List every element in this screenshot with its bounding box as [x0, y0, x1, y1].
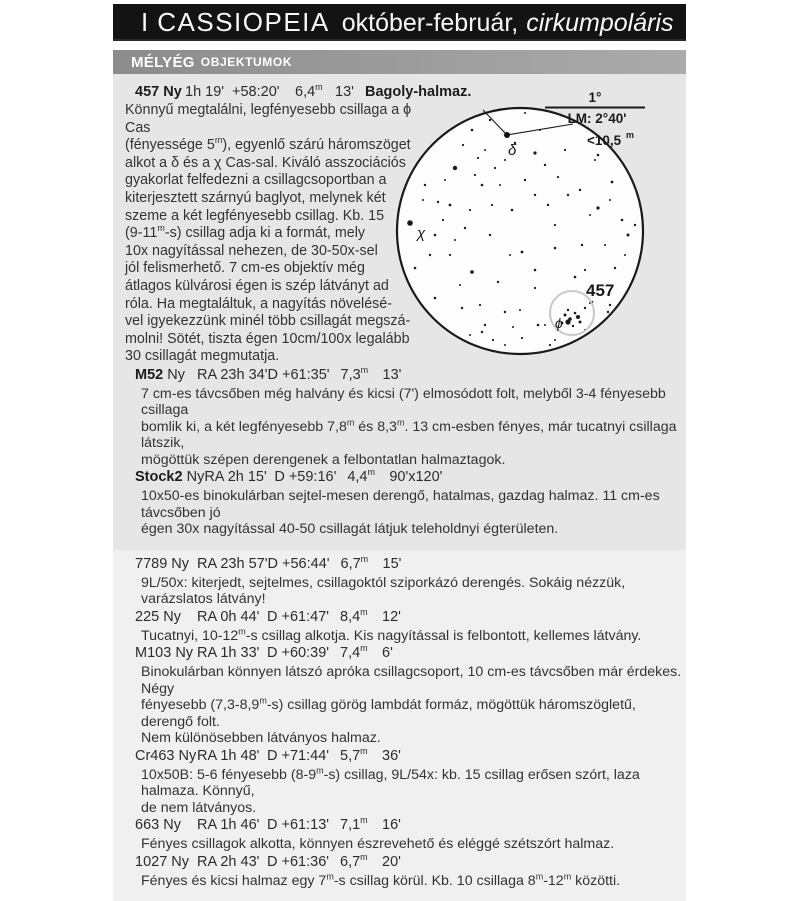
star [534, 194, 536, 196]
section-banner [113, 50, 686, 74]
section-title-main: MÉLYÉG [131, 53, 195, 71]
star [407, 220, 413, 226]
limiting-magnitude-sup: m [626, 130, 635, 140]
entry-magnitude: 6,7$^m$ [340, 852, 368, 870]
entry-size: 12' [382, 608, 401, 625]
entry-type: Ny [171, 555, 190, 572]
entry-ra: RA 1h 46' [197, 817, 260, 834]
star [544, 164, 546, 166]
description-line: Binokulárban könnyen látszó apróka csillagcsoport, 10 cm-es távcsőben már érdekes. Négy [141, 664, 682, 697]
star [557, 176, 559, 178]
entry-225 [113, 608, 686, 645]
star [442, 219, 444, 221]
entry-size: 20' [382, 853, 401, 870]
description-line: Tucatnyi, 10-12$^m$-s csillag alkotja. Kis nagyítással is felbontott, kellemes látvány. [141, 626, 642, 644]
entry-dec: D +61:36' [267, 853, 330, 870]
description-line: égen 30x nagyítással 40-50 csillagát látjuk teleholdnyi égterületen. [141, 521, 559, 538]
entry-row [113, 366, 686, 385]
entry-type: Ny [171, 853, 190, 870]
description-line: átlagos külvárosi égen is szép látványt ad [125, 277, 389, 294]
entry-ra: RA 23h 34' [197, 366, 268, 383]
star [464, 227, 466, 229]
star [462, 144, 464, 146]
star [627, 234, 630, 237]
star [574, 276, 577, 279]
delta-label: δ [508, 142, 517, 159]
entry-name: 663 [135, 817, 160, 834]
star [449, 254, 451, 256]
star [484, 149, 486, 151]
entry-magnitude: 6,4$^m$ [295, 82, 323, 100]
description-line: 7 cm-es távcsőben még halvány és kicsi (7') elmosódott folt, melyből 3-4 fényesebb csillaga [141, 385, 666, 419]
star [584, 307, 586, 309]
entry-dec: D +59:16' [274, 469, 337, 486]
entry-name: Stock2 [135, 469, 183, 486]
section-title-rest: OBJEKTUMOK [200, 55, 293, 69]
description-line: jól felismerhető. 7 cm-es objektív még [125, 260, 365, 277]
star [564, 314, 567, 317]
entry-ra: RA 0h 44' [197, 608, 260, 625]
entry-description [113, 664, 686, 747]
star [484, 324, 486, 326]
entry-description [113, 488, 686, 538]
entry-stock2 [113, 468, 686, 538]
star [534, 269, 537, 272]
description-line: alkot a δ és a χ Cas-sal. Kiváló asszociációs [125, 154, 406, 171]
star [434, 297, 437, 300]
phi-label: ϕ [555, 315, 563, 331]
entry-dec: D +60:39' [267, 645, 330, 662]
entry-size: 6' [382, 645, 393, 662]
entry-ra: 1h 19' [185, 84, 225, 100]
star [497, 281, 499, 283]
star [549, 344, 551, 346]
entry-name: 1027 [135, 853, 168, 870]
description-line: bomlik ki, a két legfényesebb 7,8$^m$ és 8,3$^m$. 13 cm-esben fényes, már tucatnyi csillaga látszik, [141, 417, 677, 452]
star [544, 324, 546, 326]
entry-row [113, 468, 686, 487]
star [609, 304, 611, 306]
entry-row [113, 555, 686, 574]
description-line: 10x50B: 5-6 fényesebb (8-9$^m$-s) csillag, 9L/54x: kb. 15 csillag erősen szórt, laza halmaza. Könnyű, [141, 765, 640, 800]
star [519, 309, 521, 311]
star [521, 337, 523, 339]
entry-size: 13' [335, 84, 354, 100]
entry-row [113, 608, 686, 627]
star [567, 309, 569, 311]
star [461, 307, 463, 309]
star [565, 319, 570, 324]
star [584, 269, 586, 271]
star [504, 344, 506, 346]
star [621, 219, 624, 222]
star [579, 189, 581, 191]
entry-row [113, 747, 686, 766]
star [453, 166, 457, 170]
star [489, 119, 491, 121]
page-number: I [141, 7, 150, 37]
limiting-magnitude-value: <10,5 [587, 133, 622, 148]
star [469, 209, 471, 211]
entry-663 [113, 816, 686, 853]
star [567, 194, 569, 196]
star [534, 287, 536, 289]
star [564, 149, 566, 151]
star [609, 199, 611, 201]
entry-dec: D +56:44' [267, 555, 330, 572]
star [511, 209, 514, 212]
entry-m52 [113, 366, 686, 469]
entry-ra: RA 23h 57' [197, 555, 268, 572]
scale-label: 1° [588, 90, 602, 105]
star [434, 234, 437, 237]
description-line: 10x nagyítással nehezen, de 30-50x-sel [125, 242, 378, 259]
entry-name: 7789 [135, 555, 168, 572]
entry-type: Ny [163, 84, 182, 100]
entry-7789 [113, 555, 686, 608]
star [459, 284, 461, 286]
entry-1027 [113, 853, 686, 890]
star [474, 174, 476, 176]
star [414, 267, 417, 270]
entry-description [113, 102, 412, 366]
cluster-number-label: 457 [586, 281, 615, 300]
entry-magnitude: 4,4$^m$ [347, 467, 375, 486]
entry-description [113, 767, 686, 817]
star [634, 224, 636, 226]
star [437, 201, 439, 203]
entry-common-name: Bagoly-halmaz. [365, 84, 472, 100]
star [581, 244, 583, 246]
entry-ra: RA 1h 48' [197, 747, 260, 764]
entry-cr463 [113, 747, 686, 817]
star [424, 184, 426, 186]
star [554, 247, 557, 250]
star [611, 181, 614, 184]
description-line: Könnyű megtalálni, legfényesebb csillaga a ϕ Cas [125, 102, 412, 136]
entry-dec: D +61:35' [267, 366, 330, 383]
star [470, 270, 474, 274]
entry-description [113, 386, 686, 469]
star [524, 179, 526, 181]
star [429, 254, 431, 256]
star [512, 326, 514, 328]
star [574, 312, 577, 315]
star [491, 204, 493, 206]
star [572, 325, 574, 327]
entry-ra: RA 2h 15' [204, 469, 267, 486]
entry-dec: D +61:47' [267, 608, 330, 625]
entry-dec: D +71:44' [267, 747, 330, 764]
star [471, 129, 474, 132]
description-line: vel igyekezzünk minél több csillagát megszá- [125, 313, 411, 330]
entry-row [113, 816, 686, 835]
star [596, 206, 599, 209]
entry-magnitude: 7,4$^m$ [340, 643, 368, 662]
chi-label: χ [417, 225, 426, 242]
star [449, 204, 452, 207]
description-line: molni! Sötét, tiszta égen 10cm/100x legalább [125, 330, 410, 347]
description-line: 30 csillagát megmutatja. [125, 348, 280, 365]
entry-name: 457 [135, 84, 160, 100]
entry-size: 13' [382, 366, 402, 383]
description-line: szeme a két legfényesebb csillag. Kb. 15 [125, 207, 385, 224]
constellation-name: CASSIOPEIA [157, 7, 330, 37]
star [477, 157, 479, 159]
description-line: Fényes és kicsi halmaz egy 7$^m$-s csillag körül. Kb. 10 csillaga 8$^m$-12$^m$ közötti. [141, 871, 621, 889]
entry-name: M52 [135, 366, 164, 383]
entry-description [113, 836, 686, 853]
entry-row [113, 853, 686, 872]
star [554, 224, 556, 226]
finder-chart [395, 88, 695, 365]
visibility-label: cirkumpoláris [526, 9, 674, 37]
entry-magnitude: 7,1$^m$ [340, 815, 368, 834]
constellation-title-banner [113, 4, 686, 41]
entry-type: Ny [186, 469, 205, 486]
star [539, 129, 541, 131]
secondary-entries-block [113, 550, 686, 901]
entry-type: Ny [163, 608, 181, 625]
star [422, 199, 424, 201]
season-label: október-február, [341, 9, 519, 37]
entry-type: Ny [178, 747, 197, 764]
star [504, 159, 506, 161]
star [547, 204, 549, 206]
star [494, 167, 496, 169]
star [481, 331, 483, 333]
star [607, 311, 609, 313]
entry-ra: RA 1h 33' [197, 645, 260, 662]
entry-magnitude: 5,7$^m$ [340, 746, 368, 764]
star [479, 304, 481, 306]
star [604, 244, 606, 246]
description-line: 10x50-es binokulárban sejtel-mesen derengő, hatalmas, gazdag halmaz. 11 cm-es távcsőben jó [141, 488, 660, 521]
star [481, 184, 484, 187]
entry-size: 16' [382, 817, 401, 834]
star [624, 254, 626, 256]
entry-name: M103 [135, 645, 172, 662]
star [597, 154, 600, 157]
entry-magnitude: 6,7$^m$ [340, 554, 369, 572]
description-line: (9-11$^m$-s) csillag adja ki a formát, mely [125, 223, 366, 242]
star [509, 254, 511, 256]
entry-ra: RA 2h 43' [197, 853, 260, 870]
entry-m103 [113, 644, 686, 747]
entry-size: 15' [382, 555, 402, 572]
star [589, 214, 591, 216]
entry-description [113, 873, 686, 890]
entry-type: Ny [175, 645, 194, 662]
star [594, 159, 596, 161]
star [579, 321, 582, 324]
star [492, 339, 494, 341]
description-line: róla. Ha megtaláltuk, a nagyítás növelésé- [125, 295, 393, 312]
entry-name: 225 [135, 608, 160, 625]
entry-type: Ny [163, 817, 181, 834]
description-line: (fényessége 5$^m$), egyenlő szárú háromszöget [125, 135, 411, 154]
star [504, 311, 506, 313]
star [524, 112, 526, 114]
description-line: Fényes csillagok alkotta, könnyen észrevehető és eléggé szétszórt halmaz. [141, 836, 615, 853]
entry-row [113, 644, 686, 663]
description-line: mögöttük szépen derengenek a felbontatlan halmaztagok. [141, 451, 506, 468]
star [469, 334, 471, 336]
entry-magnitude: 8,4$^m$ [340, 607, 368, 625]
description-line: de nem látványos. [141, 799, 257, 816]
entry-dec: D +61:13' [267, 817, 330, 834]
description-line: 9L/50x: kiterjedt, sejtelmes, csillagoktól sziporkázó derengés. Sokáig nézzük, varázslatos látvány! [141, 574, 626, 608]
entry-description [113, 575, 686, 608]
star [489, 234, 491, 236]
description-line: fényesebb (7,3-8,9$^m$-s) csillag görög lambdát formáz, mögöttük háromszögletű, derengő folt. [141, 695, 636, 730]
entry-type: Ny [167, 366, 185, 383]
star [454, 239, 456, 241]
delta-star [504, 132, 510, 138]
star [614, 267, 616, 269]
entry-size: 36' [382, 747, 401, 764]
star [499, 184, 501, 186]
star [537, 324, 540, 327]
star [576, 315, 580, 319]
entry-magnitude: 7,3$^m$ [340, 365, 369, 383]
entry-name: Cr463 [135, 747, 175, 764]
entry-description [113, 628, 686, 645]
entry-dec: +58:20' [232, 84, 280, 100]
limiting-magnitude-field: LM: 2°40' [567, 111, 627, 126]
star [444, 179, 446, 181]
description-line: Nem különösebben látványos halmaz. [141, 730, 381, 747]
star [533, 151, 536, 154]
entry-size: 90'x120' [389, 469, 443, 486]
star [554, 339, 556, 341]
description-line: kiterjesztett szárnyú baglyot, melynek két [125, 189, 386, 206]
description-line: gyakorlat felfedezni a csillagcsoportban a [125, 172, 387, 189]
star [521, 251, 524, 254]
